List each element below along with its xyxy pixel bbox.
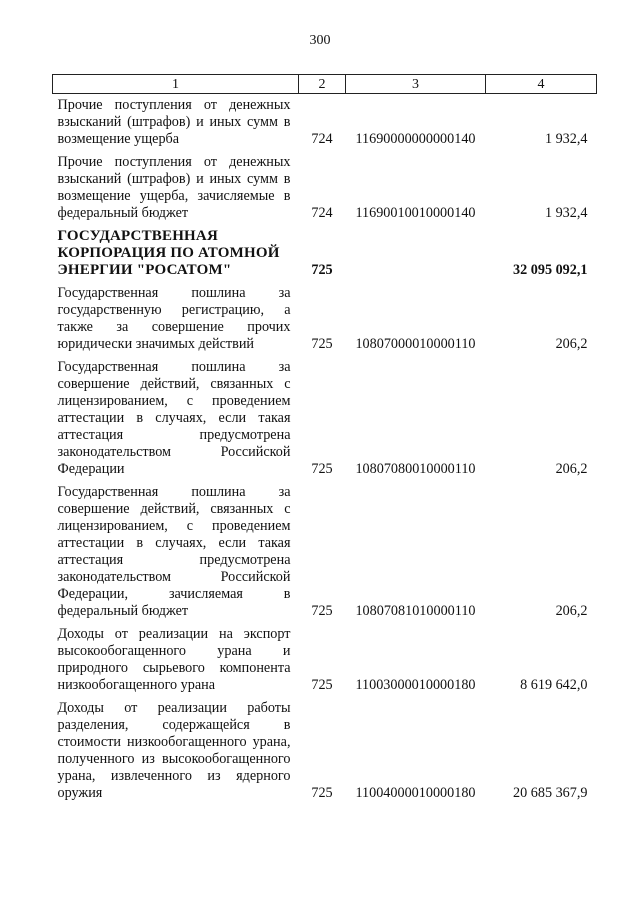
- row-classification-code: 11003000010000180: [355, 677, 476, 693]
- row-classification-code: 10807080010000110: [355, 461, 476, 477]
- row-description: Доходы от реализации работы разделения, содержащейся в стоимости низкообогащенного урана, полученного из высокообогащенного урана, извлеченного из ядерного оружия: [57, 700, 291, 801]
- row-description: Прочие поступления от денежных взысканий (штрафов) и иных сумм в возмещение ущерба: [57, 97, 291, 147]
- row-admin-code: 725: [311, 603, 333, 619]
- row-amount: 206,2: [555, 461, 588, 477]
- table-row: [53, 94, 597, 149]
- header-col-3: 3: [346, 75, 486, 94]
- row-description: ГОСУДАРСТВЕННАЯ КОРПОРАЦИЯ ПО АТОМНОЙ ЭНЕРГИИ "РОСАТОМ": [57, 228, 280, 278]
- row-admin-code: 725: [311, 262, 333, 278]
- table-row: [53, 620, 597, 694]
- row-description: Доходы от реализации на экспорт высокообогащенного урана и природного сырьевого компонента низкообогащенного урана: [57, 626, 291, 693]
- row-amount: 1 932,4: [544, 205, 588, 221]
- row-admin-code: 725: [311, 785, 333, 801]
- row-amount: 1 932,4: [544, 131, 588, 147]
- row-classification-code: 10807081010000110: [355, 603, 476, 619]
- table-row: [53, 353, 597, 478]
- header-col-2: 2: [299, 75, 346, 94]
- row-admin-code: 724: [311, 205, 333, 221]
- row-amount: 32 095 092,1: [513, 262, 588, 278]
- header-col-1: 1: [53, 75, 299, 94]
- table-body: [53, 94, 597, 803]
- table-row: [53, 279, 597, 353]
- row-amount: 8 619 642,0: [520, 677, 588, 693]
- row-admin-code: 725: [311, 336, 333, 352]
- table-row-section-heading: [53, 222, 597, 279]
- table-row: [53, 148, 597, 222]
- row-amount: 206,2: [555, 603, 588, 619]
- row-admin-code: 724: [311, 131, 333, 147]
- row-admin-code: 725: [311, 461, 333, 477]
- row-description: Прочие поступления от денежных взысканий (штрафов) и иных сумм в возмещение ущерба, зачисляемые в федеральный бюджет: [57, 154, 291, 221]
- row-description: Государственная пошлина за совершение действий, связанных с лицензированием, с проведением аттестации в случаях, если такая аттестация предусмотрена законодательством Российской Федерации: [57, 359, 291, 477]
- table-row: [53, 694, 597, 802]
- row-amount: 20 685 367,9: [513, 785, 588, 801]
- header-col-4: 4: [486, 75, 597, 94]
- row-admin-code: 725: [311, 677, 333, 693]
- row-classification-code: 11004000010000180: [355, 785, 476, 801]
- row-description: Государственная пошлина за государственную регистрацию, а также за совершение прочих юридически значимых действий: [57, 285, 291, 352]
- row-description: Государственная пошлина за совершение действий, связанных с лицензированием, с проведением аттестации в случаях, если такая аттестация предусмотрена законодательством Российской Федерации, зачисляемая в федеральный бюджет: [57, 484, 291, 619]
- row-classification-code: 11690000000000140: [355, 131, 476, 147]
- revenue-table: [52, 74, 597, 802]
- table-row: [53, 478, 597, 620]
- page-number: 300: [309, 33, 331, 48]
- row-classification-code: 11690010010000140: [355, 205, 476, 221]
- row-amount: 206,2: [555, 336, 588, 352]
- row-classification-code: [346, 222, 486, 279]
- row-classification-code: 10807000010000110: [355, 336, 476, 352]
- header-row: [53, 75, 597, 94]
- table-header: [53, 75, 597, 94]
